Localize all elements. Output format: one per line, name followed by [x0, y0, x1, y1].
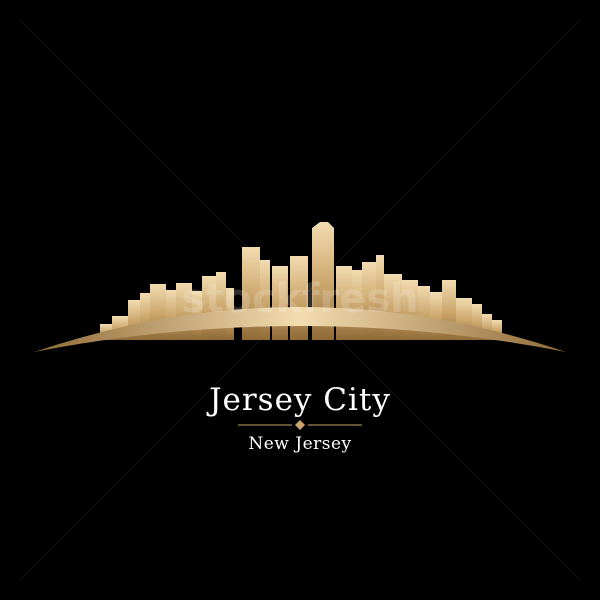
city-title: Jersey City	[209, 382, 391, 418]
divider-ornament	[238, 420, 362, 430]
state-subtitle: New Jersey	[248, 434, 352, 454]
watermark-text: stockfresh	[181, 276, 419, 322]
